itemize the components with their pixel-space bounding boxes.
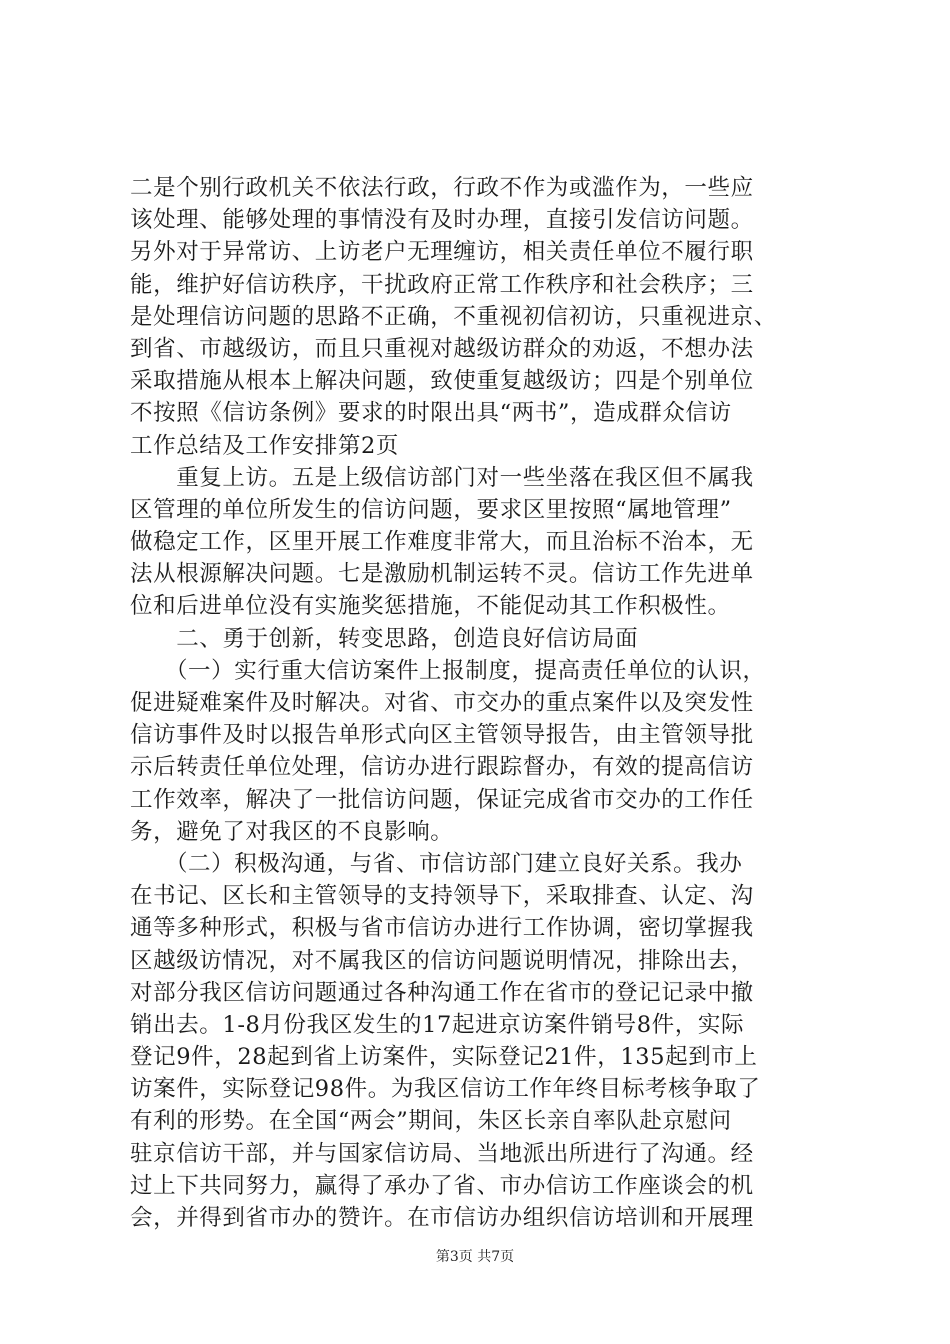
text-line: 示后转责任单位处理，信访办进行跟踪督办，有效的提高信访 bbox=[130, 754, 754, 781]
text-line: 二是个别行政机关不依法行政，行政不作为或滥作为，一些应 bbox=[130, 175, 754, 201]
text-line: 工作效率，解决了一批信访问题，保证完成省市交办的工作任 bbox=[130, 786, 754, 813]
text-line: 到省、市越级访，而且只重视对越级访群众的劝返，不想办法 bbox=[130, 335, 754, 362]
text-line: 区越级访情况，对不属我区的信访问题说明情况，排除出去， bbox=[130, 947, 754, 974]
text-line: 登记9件，28起到省上访案件，实际登记21件，135起到市上 bbox=[130, 1044, 758, 1071]
text-line: 采取措施从根本上解决问题，致使重复越级访；四是个别单位 bbox=[130, 368, 754, 395]
text-line: 工作总结及工作安排第2页 bbox=[130, 432, 400, 459]
text-line: 另外对于异常访、上访老户无理缠访，相关责任单位不履行职 bbox=[130, 239, 754, 266]
text-line: 过上下共同努力，赢得了承办了省、市办信访工作座谈会的机 bbox=[130, 1172, 754, 1199]
text-line: 是处理信访问题的思路不正确，不重视初信初访，只重视进京、 bbox=[130, 303, 777, 330]
text-line: 做稳定工作，区里开展工作难度非常大，而且治标不治本，无 bbox=[130, 529, 754, 556]
text-line: 法从根源解决问题。七是激励机制运转不灵。信访工作先进单 bbox=[130, 561, 754, 588]
text-line: 信访事件及时以报告单形式向区主管领导报告，由主管领导批 bbox=[130, 722, 754, 749]
text-line: 位和后进单位没有实施奖惩措施，不能促动其工作积极性。 bbox=[130, 593, 731, 620]
page-footer: 第3页 共7页 bbox=[435, 1249, 515, 1265]
text-line: 务，避免了对我区的不良影响。 bbox=[130, 818, 454, 845]
text-line: 促进疑难案件及时解决。对省、市交办的重点案件以及突发性 bbox=[130, 690, 754, 716]
body-text bbox=[130, 172, 830, 1234]
text-line: （一）实行重大信访案件上报制度，提高责任单位的认识， bbox=[130, 657, 766, 684]
text-line: 不按照《信访条例》要求的时限出具“两书”，造成群众信访 bbox=[130, 400, 732, 427]
text-line: 销出去。1-8月份我区发生的17起进京访案件销号8件，实际 bbox=[130, 1011, 745, 1038]
text-line: 二、勇于创新，转变思路，创造良好信访局面 bbox=[130, 625, 639, 652]
text-line: （二）积极沟通，与省、市信访部门建立良好关系。我办 bbox=[130, 850, 743, 877]
text-line: 在书记、区长和主管领导的支持领导下，采取排查、认定、沟 bbox=[130, 883, 754, 910]
text-line: 驻京信访干部，并与国家信访局、当地派出所进行了沟通。经 bbox=[130, 1140, 754, 1167]
text-line: 该处理、能够处理的事情没有及时办理，直接引发信访问题。 bbox=[130, 207, 754, 234]
text-line: 访案件，实际登记98件。为我区信访工作年终目标考核争取了 bbox=[130, 1076, 761, 1103]
text-line: 有利的形势。在全国“两会”期间，朱区长亲自率队赴京慰问 bbox=[130, 1108, 732, 1135]
text-line: 会，并得到省市办的赞许。在市信访办组织信访培训和开展理 bbox=[130, 1205, 754, 1231]
text-line: 对部分我区信访问题通过各种沟通工作在省市的登记记录中撤 bbox=[130, 979, 754, 1006]
text-line: 重复上访。五是上级信访部门对一些坐落在我区但不属我 bbox=[130, 464, 754, 491]
text-line: 区管理的单位所发生的信访问题，要求区里按照“属地管理” bbox=[130, 496, 732, 523]
text-line: 能，维护好信访秩序，干扰政府正常工作秩序和社会秩序；三 bbox=[130, 271, 754, 298]
text-line: 通等多种形式，积极与省市信访办进行工作协调，密切掌握我 bbox=[130, 915, 754, 942]
